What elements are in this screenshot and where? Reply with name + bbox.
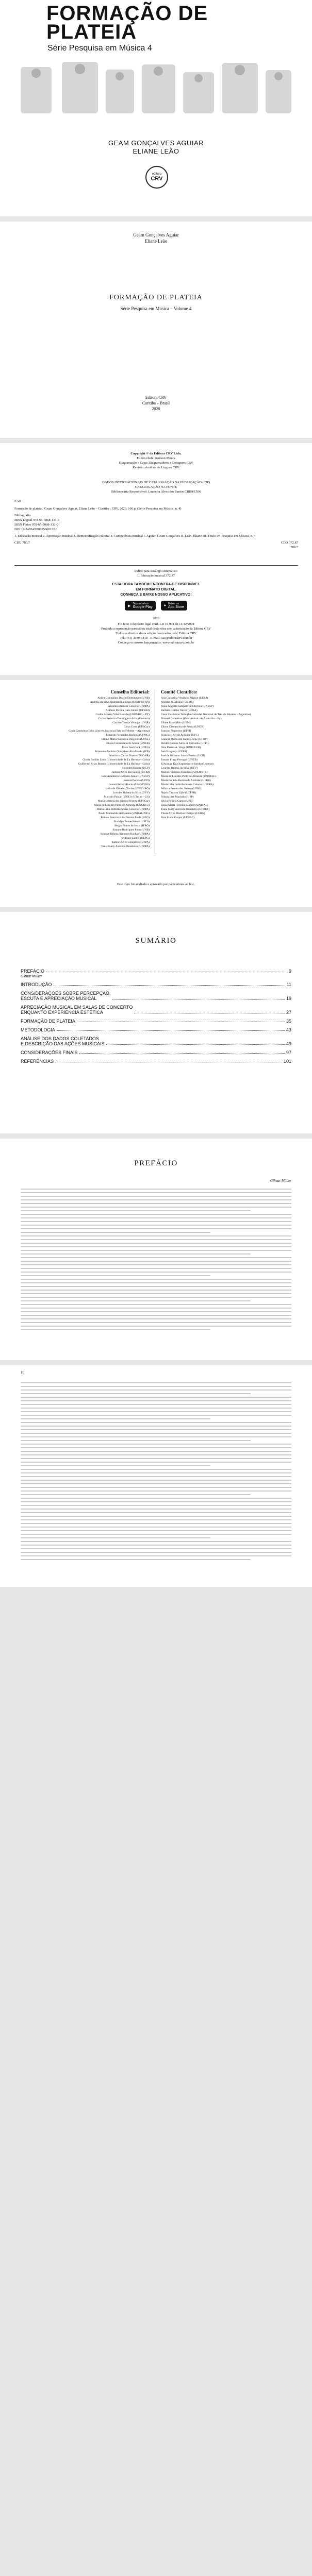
toc-entry[interactable] xyxy=(21,1027,291,1032)
science-member: Mônica Pereira dos Santos (UFRJ) xyxy=(161,787,201,790)
council-member: Cesar Gerónimo Tello (Univer. Nacional Três de Febrero – Argentina) xyxy=(69,730,150,733)
toc-entry[interactable] xyxy=(21,1059,291,1064)
council-member: Josania Portela (UFPI) xyxy=(123,779,150,782)
toc-entry[interactable] xyxy=(21,969,291,974)
council-member: Renato Francisco dos Santos Paula (UFG) xyxy=(101,816,150,819)
council-member: Tadeu Oliver Gonçalves (UFPA) xyxy=(111,841,150,844)
page-number: 10 xyxy=(21,1370,24,1375)
title-authors: Geam Gonçalves Aguiar Eliane Leão xyxy=(133,232,179,244)
app-store-badge[interactable]: ● Baixar na App Store xyxy=(161,601,187,611)
title-page xyxy=(0,222,312,438)
science-member: Nilson José Machado (USP) xyxy=(161,795,194,799)
science-member: Silvia Regina Canan (URI) xyxy=(161,800,192,803)
toc-leader-dots xyxy=(79,1053,285,1054)
toc-entry-page: 9 xyxy=(288,969,291,974)
body-text xyxy=(21,1380,291,1563)
council-member: Andréia da Silva Quintanilha Sousa (UNIR/UFRN) xyxy=(90,701,150,704)
toc-entry[interactable] xyxy=(21,1050,291,1055)
science-title: Comitê Científico: xyxy=(161,689,198,694)
council-member: Jailson Alves dos Santos (UFRJ) xyxy=(111,771,150,774)
apple-icon: ● xyxy=(163,604,166,607)
council-member: Maria Lília Imbiriba Sousa Colares (UFOPA) xyxy=(96,808,150,811)
cover-collage-image xyxy=(0,57,312,118)
science-member: Andréia N. Militão (UEMS) xyxy=(161,701,194,704)
council-member: Gloria Fariñas León (Universidade de La Havana – Cuba) xyxy=(83,758,150,761)
science-member: Barbara Coelho Neves (UFBA) xyxy=(161,709,198,712)
index-box: Índice para catálogo sistemático 1. Educação musical 372.87 xyxy=(134,569,178,578)
preface-heading: PREFÁCIO xyxy=(134,1159,178,1167)
cip-card: F723 Formação de plateia / Geam Gonçalves Aguiar, Eliane Leão – Curitiba : CRV, 2020. 106 p. (Série Pesquisa em Música, n. 4) Bibliografia ISBN Digital 978-65-5868-131-3 ISBN Físico 978-65-5868-132-0 DOI 10.24824/978655868132.0 1. Educação musical 2. Apreciação musical 3. Democratização cultural 4. Competência musical I. Aguiar, Geam Gonçalves II. Leão, Eliane III. Título IV. Pesquisa em Música, n. 4 CDU 780.7 CDD 372.87 780.7 xyxy=(14,499,298,549)
store-badges xyxy=(0,601,312,611)
science-member: José de Ribamar Sousa Pereira (UCB) xyxy=(161,754,205,757)
science-member: Elizeu Clementino de Souza (UNEB) xyxy=(161,725,204,728)
publisher-logo-sub: editora xyxy=(152,173,162,176)
play-store-icon: ▶ xyxy=(128,604,131,608)
copyright-credits: Copyright © da Editora CRV Ltda. Editor-chefe: Railson Moura Diagramação e Capa: Diagramadores e Designers CRV Revisão: Analista de Línguas CRV xyxy=(119,452,193,469)
council-member: Solange Helena Ximenes-Rocha (UFOPA) xyxy=(100,833,150,836)
toc-entry[interactable] xyxy=(21,1019,291,1024)
science-member: Ana Chrystina Venancio Mignot (UERJ) xyxy=(161,697,208,700)
council-member: Maria Cristina dos Santos Bezerra (UFSCar) xyxy=(97,800,150,803)
toc-leader-dots xyxy=(106,1044,285,1045)
toc-entry-title: APRECIAÇÃO MUSICAL EM SALAS DE CONCERTO ENQUANTO EXPERIÊNCIA ESTÉTICA xyxy=(21,1005,133,1015)
toc-entry[interactable] xyxy=(21,982,291,987)
toc-entry-title: CONSIDERAÇÕES SOBRE PERCEPÇÃO, ESCUTA E APRECIAÇÃO MUSICAL xyxy=(21,991,111,1001)
toc-entry-page: 101 xyxy=(283,1059,291,1064)
science-member: Vânia Alves Martins Chaigar (FURG) xyxy=(161,812,205,815)
council-member: Rodrigo Pratte-Santos (UFES) xyxy=(114,820,150,823)
toc-entry-page: 11 xyxy=(286,982,291,987)
science-member: Sonia Maria Ferreira Koehler (UNISAL) xyxy=(161,804,208,807)
science-member: Gláucia Maria dos Santos Jorge (UFOP) xyxy=(161,738,208,741)
council-member: Lourdes Helena da Silva (UFV) xyxy=(112,791,150,794)
science-member: Kilwangy Kya Kapitango-a-Samba (Unemat) xyxy=(161,762,214,766)
science-member: Helder Buenos Aires de Carvalho (UFPI) xyxy=(161,742,209,745)
toc-entry-title: CONSIDERAÇÕES FINAIS xyxy=(21,1050,78,1055)
review-note: Este livro foi avaliado e aprovado por pareceristas ad hoc. xyxy=(117,883,195,886)
council-member: Antônio Pereira Gaio Júnior (UFRRJ) xyxy=(105,709,150,712)
publisher-logo-text: CRV xyxy=(151,176,163,182)
toc-entry-page: 19 xyxy=(286,996,291,1001)
preface-body-text xyxy=(21,1186,291,1333)
summary-page xyxy=(0,912,312,1133)
cip-divider xyxy=(14,565,298,566)
council-member: Celso Conti (UFSCar) xyxy=(123,725,150,728)
council-list xyxy=(26,696,150,849)
toc-entry-title: REFERÊNCIAS xyxy=(21,1059,54,1064)
cover-title: FORMAÇÃO DE PLATEIA xyxy=(46,2,208,43)
title-subtitle: Série Pesquisa em Música – Volume 4 xyxy=(120,306,192,311)
science-member: Anna Augusta Sampaio de Oliveira (UNESP) xyxy=(161,705,214,708)
council-member: Carlos Alberto Vilar Estêvão (UMINHO – PT) xyxy=(95,713,150,716)
council-member: Francisco Carlos Duarte (PUC-PR) xyxy=(108,754,150,757)
title-main: FORMAÇÃO DE PLATEIA xyxy=(109,294,203,301)
ebook-notice: ESTA OBRA TAMBÉM ENCONTRA-SE DISPONÍVEL EM FORMATO DIGITAL. CONHEÇA E BAIXE NOSSO APLICATIVO! xyxy=(112,583,200,597)
toc-entry-page: 35 xyxy=(286,1019,291,1024)
toc-entry-title: ANÁLISE DOS DADOS COLETADOS E DESCRIÇÃO DAS AÇÕES MUSICAIS xyxy=(21,1036,105,1046)
google-play-badge[interactable]: ▶ Disponível no Google Play xyxy=(125,601,156,611)
musicians-collage-icon xyxy=(0,57,312,118)
science-member: Ilma Passos A. Veiga (UNICEUB) xyxy=(161,746,201,749)
science-member: Lourdes Helena da Silva (UFV) xyxy=(161,767,198,770)
council-member: Lídia de Oliveira Xavier (UNIEURO) xyxy=(105,787,150,790)
science-member: Fauston Negreiros (UFPI) xyxy=(161,730,191,733)
science-member: Eliane Rose Maio (UEM) xyxy=(161,721,191,724)
council-member: Anselmo Alencar Colares (UFOPA) xyxy=(108,705,150,708)
cover-subtitle: Série Pesquisa em Música 4 xyxy=(47,44,152,53)
copyright-page xyxy=(0,443,312,675)
science-member: Diosnel Centurion (Univ Americ. de Asunción – Py) xyxy=(161,717,222,720)
council-page xyxy=(0,680,312,907)
toc-entry-title: FORMAÇÃO DE PLATEIA xyxy=(21,1019,75,1024)
toc-entry[interactable] xyxy=(21,975,291,978)
toc-leader-dots xyxy=(57,1030,285,1031)
science-member: Maria de Lourdes Pinto de Almeida (UNOESC) xyxy=(161,775,217,778)
summary-heading: SUMÁRIO xyxy=(135,937,177,945)
toc-entry-page: 49 xyxy=(286,1041,291,1046)
publisher-logo xyxy=(145,166,168,189)
council-member: Sérgio Nunes de Jesus (IFRO) xyxy=(114,824,150,827)
science-member: Tania Suely Azevedo Brasileiro (UFOPA) xyxy=(161,808,209,811)
science-list xyxy=(161,696,290,820)
toc-entry-title: METODOLOGIA xyxy=(21,1027,55,1032)
council-member: Carmen Tereza Velanga (UNIR) xyxy=(112,721,150,724)
council-member: Élsio José Corá (UFFS) xyxy=(122,746,150,749)
council-member: Guillermo Arias Beatón (Universidade de La Havana – Cuba) xyxy=(78,762,150,766)
science-member: Maria Eurácia Barreto de Andrade (UFRB) xyxy=(161,779,211,782)
science-column xyxy=(161,689,290,820)
council-member: Simone Rodrigues Pinto (UNB) xyxy=(112,828,150,832)
council-member: João Adalberto Campato Junior (UNESP) xyxy=(101,775,150,778)
science-member: Francisco Ari de Andrade (UFC) xyxy=(161,734,199,737)
council-member: Maria de Lourdes Pinto de Almeida (UNOESC) xyxy=(94,804,150,807)
council-member: Paulo Romualdo Hernandes (UNIFAL-MG) xyxy=(98,812,150,815)
science-member: Marcos Vinicius Francisco (UNOESTE) xyxy=(161,771,208,774)
science-member: Jussara Fraga Portugal (UNEB) xyxy=(161,758,198,761)
title-imprint: Editora CRV Curitiba – Brasil 2020 xyxy=(142,395,170,411)
cip-classification: CDU 780.7 CDD 372.87 xyxy=(14,541,298,545)
council-member: Tania Suely Azevedo Brasileiro (UFOPA) xyxy=(101,845,150,848)
legal-notes: 2020 Foi feito o depósito legal conf. Lei 10.994 de 14/12/2004 Proibida a reprodução parcial ou total desta obra sem autorização da Editora CRV Todos os direitos desta edição reservados pela: Editora CRV Tel.: (41) 3039-6418 - E-mail: sac@editoracrv.com.br Conheça os nossos lançamentos: www.editoracrv.com.br xyxy=(101,617,211,645)
cip-header: DADOS INTERNACIONAIS DE CATALOGAÇÃO NA PUBLICAÇÃO (CIP) CATALOGAÇÃO NA FONTE Bibliotecária Responsável: Luzenira Alves dos Santos CRB9/1506 xyxy=(102,481,210,494)
science-member: Cesar Gerónimo Tello (Universidad Nacional de Três de Febrero – Argentina) xyxy=(161,713,251,716)
toc-entry-title: INTRODUÇÃO xyxy=(21,982,52,987)
preface-author: Gilmar Müller xyxy=(270,1179,291,1183)
science-member: Inês Bragança (UERJ) xyxy=(161,750,187,753)
council-member: Marcelo Paixão (UFRJ e UTexas – US) xyxy=(104,795,150,799)
cover-page xyxy=(0,0,312,216)
council-member: Leonel Severo Rocha (UNISINOS) xyxy=(108,783,150,786)
council-member: Eduardo Fernandes Barbosa (UFMG) xyxy=(106,734,150,737)
table-of-contents xyxy=(21,969,291,1067)
council-column xyxy=(26,689,150,849)
toc-entry-page: 43 xyxy=(286,1027,291,1032)
toc-entry[interactable] xyxy=(21,991,291,1001)
council-member: Helmuth Krüger (UCP) xyxy=(122,767,150,770)
council-member: Fernando Antônio Gonçalves Alcoforado (IPB) xyxy=(95,750,150,753)
council-member: Carlos Federico Dominguez Avila (Unieuro) xyxy=(98,717,150,720)
council-member: Elizeu Clementino de Souza (UNEB) xyxy=(106,742,150,745)
text-page xyxy=(0,1365,312,1587)
toc-entry-page: 27 xyxy=(286,1010,291,1015)
council-title: Conselho Editorial: xyxy=(110,689,150,694)
toc-entry-title: PREFÁCIO xyxy=(21,969,45,974)
cover-authors: GEAM GONÇALVES AGUIAR ELIANE LEÃO xyxy=(108,139,204,155)
preface-page xyxy=(0,1139,312,1360)
viewer-background xyxy=(0,1592,312,2576)
toc-entry[interactable] xyxy=(21,1005,291,1015)
toc-entry[interactable] xyxy=(21,1036,291,1046)
council-member: Elione Maria Nogueira Diogenes (UFAL) xyxy=(101,738,150,741)
toc-entry-title: Gilmar Müller xyxy=(21,975,42,978)
council-member: Sydione Santos (UEPG) xyxy=(121,837,150,840)
toc-entry-page: 97 xyxy=(286,1050,291,1055)
science-member: Vera Lucia Gaspar (UDESC) xyxy=(161,816,195,819)
science-member: Maria Lília Imbiriba Sousa Colares (UFOPA) xyxy=(161,783,214,786)
toc-leader-dots xyxy=(54,985,285,986)
council-member: Aldira Guimarães Duarte Domínguez (UNB) xyxy=(97,697,150,700)
science-member: Najela Tavares Ujiie (UTFPR) xyxy=(161,791,196,794)
